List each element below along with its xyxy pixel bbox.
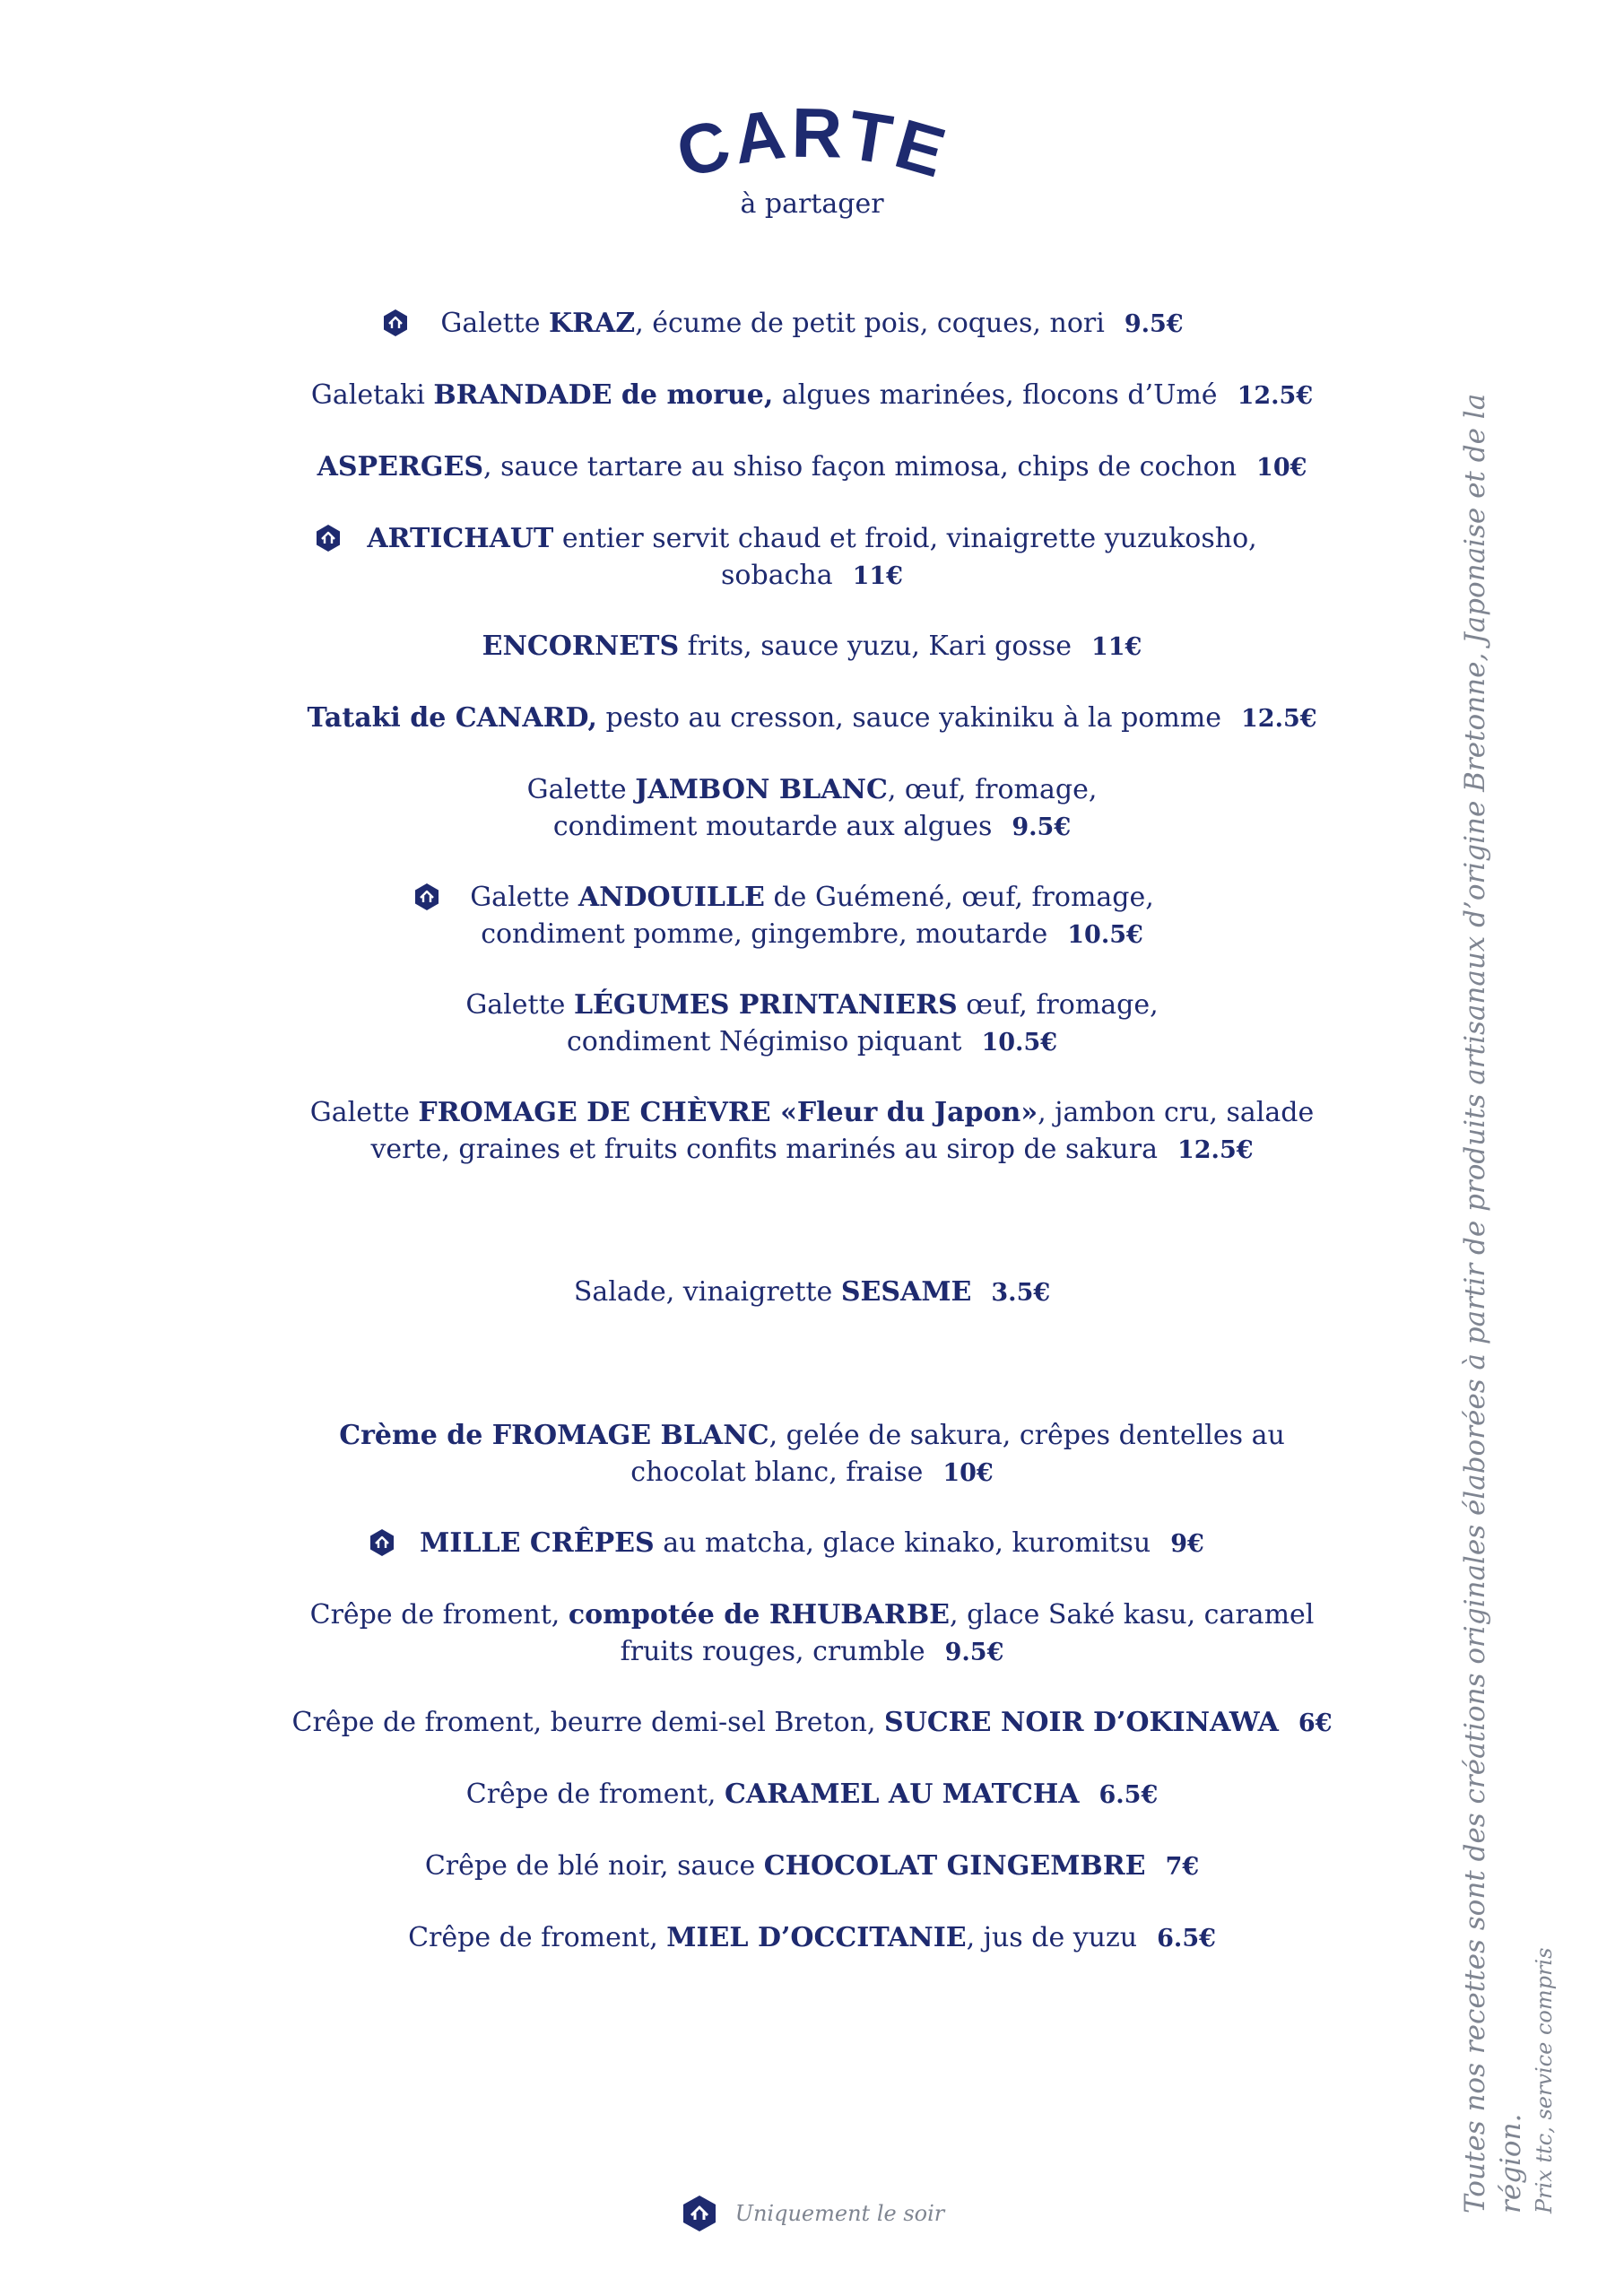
- menu-item-line: [0, 1596, 1624, 1633]
- menu-item-line: [0, 1848, 1624, 1885]
- menu-item-text: Crêpe de froment, beurre demi-sel Breton,: [291, 1707, 885, 1738]
- menu-item: [0, 1596, 1624, 1671]
- menu-item-price: 7€: [1165, 1853, 1200, 1881]
- menu-item-text: Galetaki: [310, 379, 434, 411]
- menu-item: [0, 1525, 1624, 1562]
- menu-item-line: [0, 377, 1624, 414]
- menu-item-price: 11€: [852, 562, 903, 590]
- menu-item: [0, 305, 1624, 343]
- menu-item-highlight: JAMBON BLANC: [635, 774, 888, 805]
- menu-item-highlight: SESAME: [840, 1276, 972, 1308]
- menu-item: [0, 628, 1624, 665]
- side-note-main: Toutes nos recettes sont des créations originales élaborées à partir de produits artisanaux d’origine Bretonne, Japonaise et de la région.: [1459, 393, 1527, 2213]
- menu-item-highlight: CARAMEL AU MATCHA: [724, 1779, 1080, 1810]
- menu-item-highlight: FROMAGE DE CHÈVRE «Fleur du Japon»: [418, 1097, 1038, 1128]
- menu-item-text: , jus de yuzu: [966, 1922, 1138, 1953]
- menu-item-text: Crêpe de blé noir, sauce: [424, 1850, 764, 1882]
- menu-item-highlight: ASPERGES: [317, 451, 484, 483]
- menu-item-highlight: compotée de RHUBARBE: [568, 1599, 951, 1631]
- menu-item: [0, 377, 1624, 414]
- menu-item-highlight: ANDOUILLE: [578, 882, 765, 913]
- menu-item-highlight: LÉGUMES PRINTANIERS: [573, 989, 958, 1021]
- menu-item-text: Galette: [465, 989, 574, 1021]
- house-badge-icon: [680, 2194, 719, 2233]
- menu-item-line: [0, 1919, 1624, 1957]
- menu-item-line: [0, 808, 1624, 846]
- menu-item-line: [0, 305, 1624, 343]
- menu-item-text: condiment Négimiso piquant: [566, 1026, 962, 1057]
- menu-item: [0, 1776, 1624, 1813]
- menu-item-highlight: ENCORNETS: [482, 631, 680, 662]
- menu-item: [0, 448, 1624, 486]
- menu-subtitle: à partager: [740, 188, 884, 220]
- house-badge-icon: [381, 309, 410, 337]
- menu-item-text: Crêpe de froment,: [309, 1599, 569, 1631]
- menu-item-text: , glace Saké kasu, caramel: [950, 1599, 1315, 1631]
- menu-item-price: 10.5€: [981, 1029, 1058, 1057]
- menu-item-price: 10.5€: [1067, 921, 1143, 949]
- menu-item-text: Crêpe de froment,: [465, 1779, 725, 1810]
- menu-item: [0, 879, 1624, 953]
- menu-item-highlight: SUCRE NOIR D’OKINAWA: [884, 1707, 1279, 1738]
- menu-item-text: de Guémené, œuf, fromage,: [764, 882, 1154, 913]
- menu-item-text: pesto au cresson, sauce yakiniku à la pomme: [596, 702, 1221, 734]
- menu-item-text: Crêpe de froment,: [408, 1922, 667, 1953]
- menu-item-line: [0, 1704, 1624, 1742]
- menu-item-text: condiment pomme, gingembre, moutarde: [481, 918, 1048, 950]
- menu-item-line: [0, 1417, 1624, 1454]
- menu-item-line: [0, 628, 1624, 665]
- menu-item-line: [0, 1131, 1624, 1169]
- house-badge-icon: [413, 883, 441, 911]
- menu-item-price: 9.5€: [1124, 310, 1184, 338]
- menu-item-line: [0, 987, 1624, 1023]
- menu-item-text: Galette: [440, 308, 549, 339]
- menu-item-text: chocolat blanc, fraise: [630, 1457, 924, 1488]
- menu-item: [0, 1094, 1624, 1169]
- menu-item-text: , œuf, fromage,: [887, 774, 1098, 805]
- menu-item-text: Galette: [470, 882, 578, 913]
- menu-item: [0, 1417, 1624, 1492]
- menu-item-price: 6.5€: [1157, 1925, 1216, 1952]
- menu-item: [0, 1704, 1624, 1742]
- menu-item: [0, 1919, 1624, 1957]
- house-badge-icon: [314, 524, 343, 552]
- menu-item-line: [0, 557, 1624, 595]
- menu-item-text: Galette: [309, 1097, 419, 1128]
- menu-item-highlight: KRAZ: [549, 308, 636, 339]
- house-badge-icon: [368, 1528, 396, 1557]
- menu-item-line: [0, 520, 1624, 557]
- menu-item-price: 9.5€: [944, 1639, 1004, 1666]
- side-note: [1457, 285, 1559, 2213]
- menu-item-price: 12.5€: [1177, 1136, 1254, 1164]
- menu-item-text: , sauce tartare au shiso façon mimosa, chips de cochon: [483, 451, 1238, 483]
- menu-item-line: [0, 1454, 1624, 1492]
- menu-item-line: [0, 1776, 1624, 1813]
- menu-item-price: 9.5€: [1012, 813, 1072, 841]
- menu-item-text: algues marinées, flocons d’Umé: [773, 379, 1218, 411]
- menu-item-line: [0, 916, 1624, 953]
- menu-item: [0, 700, 1624, 737]
- menu-item-line: [0, 1094, 1624, 1131]
- menu-item-line: [0, 1633, 1624, 1671]
- menu-item-highlight: MILLE CRÊPES: [420, 1527, 655, 1559]
- footer-label: Uniquement le soir: [734, 2201, 945, 2226]
- menu-item-line: [0, 700, 1624, 737]
- menu-item-text: œuf, fromage,: [957, 989, 1159, 1021]
- menu-item-text: au matcha, glace kinako, kuromitsu: [654, 1527, 1151, 1559]
- menu-item: [0, 771, 1624, 846]
- menu-item-price: 6.5€: [1099, 1781, 1159, 1809]
- menu-item-text: Salade, vinaigrette: [573, 1276, 841, 1308]
- menu-item-highlight: BRANDADE de morue,: [433, 379, 774, 411]
- menu-item-line: [0, 1274, 1624, 1311]
- menu-item-text: entier servit chaud et froid, vinaigrette yuzukosho,: [553, 523, 1257, 554]
- menu-item-text: Galette: [526, 774, 636, 805]
- menu-item-text: , gelée de sakura, crêpes dentelles au: [769, 1420, 1285, 1451]
- menu-item-line: [0, 771, 1624, 808]
- menu-item: [0, 1274, 1624, 1311]
- menu-item: [0, 520, 1624, 595]
- menu-item-price: 12.5€: [1241, 705, 1317, 733]
- menu-item-highlight: Tataki de CANARD,: [307, 702, 597, 734]
- footer-legend: [0, 2194, 1624, 2237]
- menu-item-price: 6€: [1298, 1709, 1333, 1737]
- menu-item-line: [0, 1023, 1624, 1061]
- svg-text:CARTE: [668, 108, 957, 193]
- menu-item-text: frits, sauce yuzu, Kari gosse: [679, 631, 1072, 662]
- menu-item-price: 10€: [942, 1459, 994, 1487]
- menu-item-highlight: Crème de FROMAGE BLANC: [339, 1420, 769, 1451]
- menu-item-line: [0, 879, 1624, 916]
- menu-item-price: 11€: [1090, 633, 1142, 661]
- menu-item-text: , jambon cru, salade: [1038, 1097, 1315, 1128]
- title-text: CARTE: [667, 108, 957, 194]
- menu-item: [0, 987, 1624, 1061]
- menu-item-text: sobacha: [721, 560, 833, 591]
- menu-item-text: , écume de petit pois, coques, nori: [635, 308, 1105, 339]
- menu-item-text: fruits rouges, crumble: [620, 1636, 925, 1667]
- menu-item-line: [0, 448, 1624, 486]
- menu-item-highlight: MIEL D’OCCITANIE: [666, 1922, 967, 1953]
- menu-item-price: 3.5€: [991, 1279, 1051, 1307]
- menu-item-highlight: ARTICHAUT: [367, 523, 554, 554]
- menu-item: [0, 1848, 1624, 1885]
- menu-item-text: condiment moutarde aux algues: [552, 811, 993, 842]
- menu-item-price: 9€: [1170, 1530, 1204, 1558]
- menu-item-price: 12.5€: [1237, 382, 1314, 410]
- menu-item-line: [0, 1525, 1624, 1562]
- menu-item-price: 10€: [1256, 454, 1307, 482]
- side-note-sub: Prix ttc, service compris: [1532, 1947, 1557, 2213]
- menu-item-highlight: CHOCOLAT GINGEMBRE: [763, 1850, 1146, 1882]
- menu-item-text: verte, graines et fruits confits marinés au sirop de sakura: [370, 1134, 1158, 1165]
